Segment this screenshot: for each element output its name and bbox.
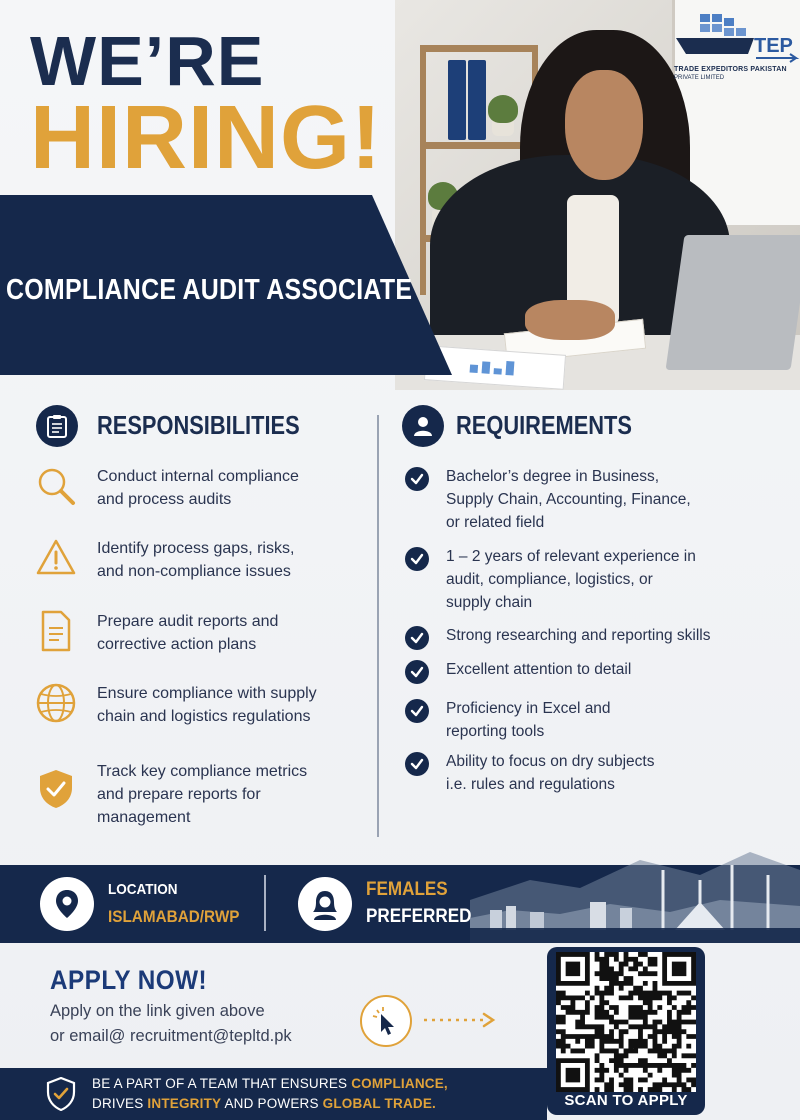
check-icon <box>405 626 429 650</box>
warning-icon <box>35 537 77 579</box>
footer-line-1: BE A PART OF A TEAM THAT ENSURES COMPLIANCE, <box>92 1076 448 1091</box>
responsibility-text: Identify process gaps, risks, and non-compliance issues <box>97 540 295 580</box>
location-label: LOCATION <box>108 881 178 898</box>
apply-email[interactable]: or email@ recruitment@tepltd.pk <box>50 1027 292 1045</box>
preference-line-1: FEMALES <box>366 879 448 900</box>
apply-title: APPLY NOW! <box>50 965 208 995</box>
binder <box>448 60 466 140</box>
check-icon <box>405 467 429 491</box>
check-icon <box>405 547 429 571</box>
shield-check-icon <box>35 768 77 810</box>
check-icon <box>405 699 429 723</box>
dotted-arrow-icon <box>422 1010 497 1030</box>
globe-icon <box>35 682 77 724</box>
binder <box>468 60 486 140</box>
check-icon <box>405 660 429 684</box>
responsibility-text: Track key compliance metrics and prepare reports for management <box>97 763 308 826</box>
requirements-title: REQUIREMENTS <box>456 410 632 440</box>
preference-line-2: PREFERRED <box>366 906 472 927</box>
headline-line-2: HIRING! <box>30 88 382 188</box>
svg-text:TEP: TEP <box>754 35 793 57</box>
shield-check-icon <box>46 1077 76 1111</box>
requirement-text: Excellent attention to detail <box>446 661 632 678</box>
document-icon <box>35 610 77 652</box>
logo-suffix: PRIVATE LIMITED <box>674 75 725 81</box>
shelf-board <box>420 45 538 52</box>
location-pin-icon <box>40 877 94 931</box>
footer-line-2: DRIVES INTEGRITY AND POWERS GLOBAL TRADE. <box>92 1096 437 1111</box>
requirement-text: Bachelor’s degree in Business, Supply Chain, Accounting, Finance, or related field <box>446 468 691 531</box>
laptop <box>666 235 800 370</box>
mini-chart <box>470 358 515 375</box>
check-icon <box>405 752 429 776</box>
responsibilities-title: RESPONSIBILITIES <box>97 410 300 440</box>
responsibility-text: Conduct internal compliance and process audits <box>97 468 299 508</box>
qr-code[interactable] <box>556 952 696 1092</box>
requirement-text: Strong researching and reporting skills <box>446 627 711 644</box>
location-value: ISLAMABAD/RWP <box>108 907 240 926</box>
writing-hand <box>525 300 615 340</box>
person-face <box>565 70 643 180</box>
job-title: COMPLIANCE AUDIT ASSOCIATE <box>6 274 413 306</box>
plant <box>488 95 518 123</box>
cursor-click-icon <box>360 995 412 1047</box>
clipboard-icon <box>36 405 78 447</box>
requirement-text: Proficiency in Excel and reporting tools <box>446 700 611 740</box>
requirement-text: Ability to focus on dry subjects i.e. rules and regulations <box>446 753 655 793</box>
requirement-text: 1 – 2 years of relevant experience in audit, compliance, logistics, or supply chain <box>446 548 696 611</box>
apply-instruction: Apply on the link given above <box>50 1002 265 1020</box>
column-divider <box>377 415 379 837</box>
islamabad-skyline <box>470 840 800 943</box>
magnifier-icon <box>35 465 77 507</box>
responsibility-text: Prepare audit reports and corrective action plans <box>97 613 279 653</box>
scan-to-apply-label: SCAN TO APPLY <box>564 1092 688 1109</box>
female-avatar-icon <box>298 877 352 931</box>
person-icon <box>402 405 444 447</box>
headline-line-1: WE’RE <box>30 22 265 100</box>
responsibility-text: Ensure compliance with supply chain and logistics regulations <box>97 685 317 725</box>
info-divider <box>264 875 266 931</box>
headline <box>30 22 382 188</box>
logo-company-name: TRADE EXPEDITORS PAKISTAN <box>674 66 787 73</box>
